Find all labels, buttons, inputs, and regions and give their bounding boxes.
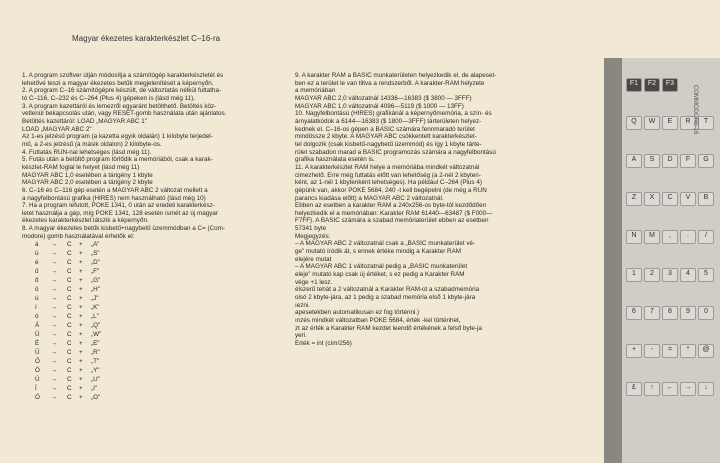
left-text-line: ékezetes karakterkészlet látszik a képernyőn. <box>22 217 149 225</box>
left-text-line: LOAD „MAGYAR ABC 2" <box>22 125 92 133</box>
mapping-plus: + <box>79 286 83 294</box>
keyboard-key: Q <box>626 116 642 130</box>
left-text-line: Betöltés kazettáról: LOAD „MAGYAR ABC 1" <box>22 117 147 125</box>
mapping-letter: í <box>35 304 37 312</box>
mid-text-line: gépünk van, akkor POKE 5684, 240 -t kell begépelni (de még a RUN <box>295 186 487 194</box>
mapping-key: C <box>67 367 72 375</box>
mid-text-line: grafika használata esetén is. <box>295 156 375 164</box>
mapping-arrow: → <box>51 250 58 258</box>
left-text-line: vetlenül bekapcsolás után, vagy RESET-gomb használata után ajánlatos. <box>22 110 227 118</box>
mapping-plus: + <box>79 367 83 375</box>
left-text-line: MAGYAR ABC 2,0 esetében a tárigény 2 kbyte <box>22 179 153 187</box>
keyboard-key: 2 <box>644 268 660 282</box>
left-text-line: 7. Ha a program lefutott, POKE 1341, 0 után az eredeti karakterkész- <box>22 202 215 210</box>
mapping-letter: ö <box>35 286 39 294</box>
mid-text-line: eleje" mutató kap csak új értéket, s ez pedig a Karakter RAM <box>295 271 465 279</box>
keyboard-key: D <box>662 154 678 168</box>
accent-mapping-table <box>35 240 290 402</box>
mapping-char: „E" <box>91 340 100 348</box>
mapping-arrow: → <box>51 340 58 348</box>
mapping-char: „Q" <box>91 322 101 330</box>
mapping-key: C <box>67 241 72 249</box>
mapping-arrow: → <box>51 304 58 312</box>
mapping-char: „R" <box>91 349 100 357</box>
keyboard-key: ← <box>662 382 678 396</box>
mapping-arrow: → <box>51 376 58 384</box>
mapping-plus: + <box>79 394 83 402</box>
mapping-key: C <box>67 295 72 303</box>
mapping-row <box>35 366 155 375</box>
mapping-arrow: → <box>51 241 58 249</box>
mapping-row <box>35 330 155 339</box>
mapping-row <box>35 276 155 285</box>
mid-text-line: mindössze 2 kbyte. A MAGYAR ABC csökkentett karakterkészlet- <box>295 133 477 141</box>
mapping-row <box>35 240 155 249</box>
mapping-row <box>35 294 155 303</box>
mid-text-line: élszerű tehát a 2 változatnál a Karakter RAM-ot a szabadmemória <box>295 286 480 294</box>
left-text-line: 6. C–16 és C–116 gép esetén a MAGYAR ABC 2 változat mellett a <box>22 186 208 194</box>
keyboard-key: M <box>644 230 660 244</box>
keyboard-key: 9 <box>680 306 696 320</box>
mapping-char: „A" <box>91 241 100 249</box>
mapping-key: C <box>67 250 72 258</box>
mapping-plus: + <box>79 259 83 267</box>
left-text-line: 3. A program kazettáról és lemezről egyaránt betölthető. Betöltés köz- <box>22 102 217 110</box>
keyboard-key: / <box>698 230 714 244</box>
left-text-line: 2. A program C–16 számítógépre készült, de változtatás nélkül futtatha- <box>22 87 222 95</box>
keyboard-key: ↑ <box>644 382 660 396</box>
left-text-line: 4. Futtatás RUN-nal lehetséges (lásd még 11). <box>22 148 152 156</box>
mid-text-line: tel dolgozik (csak kisbetű-nagybetű üzemmód) és így 1 kbyte tárte- <box>295 140 482 148</box>
keyboard-key: 5 <box>698 268 714 282</box>
keyboard-key: , <box>662 230 678 244</box>
mapping-char: „L" <box>91 313 99 321</box>
left-text-line: készlet-RAM foglal le helyet (lásd még 11) <box>22 163 140 171</box>
mapping-row <box>35 303 155 312</box>
mid-text-line: apesetekben automatikusan ez fog történni.) <box>295 309 420 317</box>
mid-text-line: olsó 2 kbyte-jára, az 1 pedig a szabad memória első 1 kbyte-jára <box>295 294 476 302</box>
mid-text-line: F7FF). A BASIC számára a szabad memóriaterület ebben az esetben <box>295 217 489 225</box>
mapping-char: „J" <box>91 295 99 303</box>
mid-text-line: rület szabadon marad a BASIC programozás számára a nagyfelbontású <box>295 148 496 156</box>
keyboard-key: 3 <box>662 268 678 282</box>
mapping-char: „T" <box>91 358 100 366</box>
mapping-row <box>35 249 155 258</box>
mapping-letter: Ú <box>35 376 40 384</box>
mapping-row <box>35 267 155 276</box>
keyboard-key: F1 <box>626 78 642 92</box>
mapping-letter: ű <box>35 268 39 276</box>
mid-text-line: vége +1 lesz. <box>295 278 333 286</box>
mapping-char: „S" <box>91 250 100 258</box>
left-text-line: Az 1-es jelzésű program (a kazetta egyik oldalán) 1 kilobyte terjedel- <box>22 133 213 141</box>
mapping-letter: é <box>35 259 39 267</box>
mapping-key: C <box>67 394 72 402</box>
mapping-letter: É <box>35 340 40 348</box>
keyboard-key: * <box>680 344 696 358</box>
mapping-letter: Í <box>35 385 37 393</box>
mapping-key: C <box>67 322 72 330</box>
mid-text-line: MAGYAR ABC 1,0 változatnál 4096—5119 ($ 1000 — 13FF) <box>295 102 464 110</box>
mid-text-line: ıezni. <box>295 301 311 309</box>
mapping-letter: á <box>35 241 39 249</box>
mid-text-line: 10. Nagyfelbontású (HIRES) grafikánál a képernyőmemória, a szín- és <box>295 110 492 118</box>
keyboard-key: 4 <box>680 268 696 282</box>
mapping-key: C <box>67 304 72 312</box>
keyboard-key: 7 <box>644 306 660 320</box>
mapping-key: C <box>67 259 72 267</box>
mapping-row <box>35 393 155 402</box>
keyboard-key: £ <box>626 382 642 396</box>
mid-text-line: 11. A karakterkészlet RAM helye a memóriába mindkét változatnál <box>295 163 480 171</box>
mapping-row <box>35 357 155 366</box>
mapping-letter: ú <box>35 295 39 303</box>
keyboard-key: 8 <box>662 306 678 320</box>
mapping-char: „I" <box>91 385 98 393</box>
mid-text-line: elejére mutat <box>295 255 332 263</box>
mapping-plus: + <box>79 250 83 258</box>
mapping-key: C <box>67 331 72 339</box>
keyboard-brand-label: COMMODORE 16 <box>692 85 698 135</box>
mapping-plus: + <box>79 268 83 276</box>
mapping-arrow: → <box>51 394 58 402</box>
mid-text-line: Ebben az esetben a karakter RAM a 240x256-os byte-tól kezdődően <box>295 202 487 210</box>
keyboard-key: @ <box>698 344 714 358</box>
mid-text-line: parancs kiadása előtt) a MAGYAR ABC 2 változatnál. <box>295 194 444 202</box>
mapping-letter: ü <box>35 250 39 258</box>
mapping-letter: ő <box>35 277 39 285</box>
mapping-plus: + <box>79 358 83 366</box>
keyboard-key: N <box>626 230 642 244</box>
mapping-char: „F" <box>91 268 100 276</box>
mapping-key: C <box>67 340 72 348</box>
mapping-key: C <box>67 349 72 357</box>
keyboard-key: X <box>644 192 660 206</box>
keyboard-key: + <box>626 344 642 358</box>
mapping-arrow: → <box>51 295 58 303</box>
keyboard-key: V <box>680 192 696 206</box>
left-text-line: letet használja a gép, míg POKE 1341, 128 esetén ismét az új magyar <box>22 209 219 217</box>
left-text-line: tó C–116, C–232 és C–264 (Plus 4) gépeken is (lásd még 11). <box>22 94 196 102</box>
mapping-letter: Ó <box>35 394 40 402</box>
left-text-line: 5. Futás után a betöltő program törlődik a memóriából, csak a karak- <box>22 156 213 164</box>
mapping-row <box>35 285 155 294</box>
keyboard-key: G <box>698 154 714 168</box>
mid-text-line: ınzés mindkét változatban POKE 5684, érték -kel történhet, <box>295 317 461 324</box>
mapping-char: „U" <box>91 376 100 384</box>
mapping-plus: + <box>79 322 83 330</box>
mapping-letter: Ű <box>35 349 40 357</box>
mapping-row <box>35 375 155 384</box>
mid-text-line: MAGYAR ABC 2,0 változatnál 14336—16383 ($ 3800 — 3FFF) <box>295 94 472 102</box>
mid-text-line: ként, az 1-nél 1 kbytenként lehetséges). Ha például C–264 (Plus 4) <box>295 179 482 187</box>
keyboard-key: F3 <box>662 78 678 92</box>
left-text-line: MAGYAR ABC 1,0 esetében a tárigény 1 kbyte <box>22 171 153 179</box>
mid-text-line: 57341 byte <box>295 225 327 233</box>
mapping-plus: + <box>79 295 83 303</box>
mapping-char: „O" <box>91 394 101 402</box>
mapping-arrow: → <box>51 331 58 339</box>
left-text-line: 8. A magyar ékezetes betűk kisbetű+nagybetű üzemmódban a C= (Com- <box>22 225 226 233</box>
keyboard-key: T <box>698 116 714 130</box>
mapping-arrow: → <box>51 322 58 330</box>
keyboard-key: A <box>626 154 642 168</box>
mid-text-line: – A MAGYAR ABC 1 változatnál pedig a „BASIC munkaterület <box>295 263 468 271</box>
keyboard-key: F2 <box>644 78 660 92</box>
keyboard-key: R <box>680 116 696 130</box>
mapping-plus: + <box>79 304 83 312</box>
keyboard-key: F <box>680 154 696 168</box>
mapping-row <box>35 312 155 321</box>
left-text-line: 1. A program szoftver útján módosítja a számítógép karakterkészletét és <box>22 72 224 79</box>
mapping-letter: Ő <box>35 358 40 366</box>
mapping-plus: + <box>79 331 83 339</box>
mapping-plus: + <box>79 241 83 249</box>
mapping-char: „D" <box>91 259 100 267</box>
mid-text-line: Megjegyzés: <box>295 232 331 240</box>
mapping-plus: + <box>79 340 83 348</box>
mid-text-line: árnyalatkódok a 6144—16383 ($ 1800—3FFF) tárterületen helyez- <box>295 117 482 125</box>
mapping-key: C <box>67 268 72 276</box>
mapping-plus: + <box>79 349 83 357</box>
mid-text-line: ben ez a terület le van tiltva a rendszerből. A karakter-RAM helyzete <box>295 79 485 87</box>
keyboard-key: Z <box>626 192 642 206</box>
mapping-char: „W" <box>91 331 102 339</box>
mapping-key: C <box>67 286 72 294</box>
mapping-plus: + <box>79 376 83 384</box>
left-column <box>22 72 290 402</box>
mapping-letter: Ü <box>35 331 40 339</box>
mid-text-line: 9. A karakter RAM a BASIC munkaterületen helyezkedik el, de alapeset- <box>295 72 497 79</box>
mapping-plus: + <box>79 277 83 285</box>
keyboard-edge <box>604 58 622 463</box>
mid-text-line: helyezkedik el a memóriában: Karakter RAM 61440—63487 ($ F000— <box>295 209 493 217</box>
mapping-char: „G" <box>91 277 101 285</box>
mapping-key: C <box>67 277 72 285</box>
mapping-row <box>35 348 155 357</box>
left-text-line: modore) gomb használatával érhetők el: <box>22 232 135 240</box>
mapping-key: C <box>67 376 72 384</box>
mapping-arrow: → <box>51 277 58 285</box>
mapping-arrow: → <box>51 358 58 366</box>
keyboard-key: 6 <box>626 306 642 320</box>
left-text-line: mű, a 2-es jelzésű (a másik oldalon) 2 kilobyte-os. <box>22 140 162 148</box>
mapping-plus: + <box>79 385 83 393</box>
mapping-letter: Ö <box>35 367 40 375</box>
mapping-arrow: → <box>51 313 58 321</box>
mid-text-line: yeri. <box>295 332 307 340</box>
keyboard-key: - <box>644 344 660 358</box>
keyboard-key: W <box>644 116 660 130</box>
mapping-arrow: → <box>51 286 58 294</box>
mapping-key: C <box>67 358 72 366</box>
mid-text-line: Érték = int (cím/256) <box>295 339 352 347</box>
keyboard-key: B <box>698 192 714 206</box>
keyboard-key: S <box>644 154 660 168</box>
mapping-char: „H" <box>91 286 100 294</box>
mapping-row <box>35 339 155 348</box>
left-text-line: a nagyfelbontású grafika (HIRES) nem használható (lásd még 10) <box>22 194 206 202</box>
mid-text-line: zt az érték a Karakter RAM kezdet leendő értékének a felső byte-ja <box>295 324 482 332</box>
mid-text-line: kednek el. C–16-os gépen a BASIC számára fennmaradó terület <box>295 125 475 133</box>
mapping-arrow: → <box>51 385 58 393</box>
mapping-arrow: → <box>51 349 58 357</box>
mid-text-line: cimezhető. Erre még futtatás előtt van lehetőség (a 2-nél 2 kbyten- <box>295 171 481 179</box>
left-text-line: lehetővé teszi a magyar ékezetes betűk megjelenítését a képernyőn. <box>22 79 214 87</box>
mid-text-line: – A MAGYAR ABC 2 változatnál csak a „BASIC munkaterület vé- <box>295 240 476 248</box>
mapping-row <box>35 384 155 393</box>
keyboard-key: C <box>662 192 678 206</box>
keyboard-key: . <box>680 230 696 244</box>
mapping-char: „K" <box>91 304 100 312</box>
mapping-char: „Y" <box>91 367 100 375</box>
mapping-key: C <box>67 385 72 393</box>
keyboard-key: → <box>680 382 696 396</box>
mapping-arrow: → <box>51 259 58 267</box>
keyboard-key: = <box>662 344 678 358</box>
keyboard-key: 0 <box>698 306 714 320</box>
mapping-letter: Á <box>35 322 40 330</box>
mapping-row <box>35 321 155 330</box>
keyboard-key: E <box>662 116 678 130</box>
page-title: Magyar ékezetes karakterkészlet C–16-ra <box>72 34 221 43</box>
mapping-plus: + <box>79 313 83 321</box>
mapping-arrow: → <box>51 367 58 375</box>
mapping-row <box>35 258 155 267</box>
mapping-key: C <box>67 313 72 321</box>
mapping-arrow: → <box>51 268 58 276</box>
mapping-letter: ó <box>35 313 39 321</box>
mid-text-line: ge" mutató íródik át, s ennek értéke mindig a Karakter RAM <box>295 248 462 256</box>
mid-text-line: a memóriában <box>295 87 336 95</box>
keyboard-key: ↓ <box>698 382 714 396</box>
middle-column <box>295 72 595 348</box>
keyboard-key: 1 <box>626 268 642 282</box>
